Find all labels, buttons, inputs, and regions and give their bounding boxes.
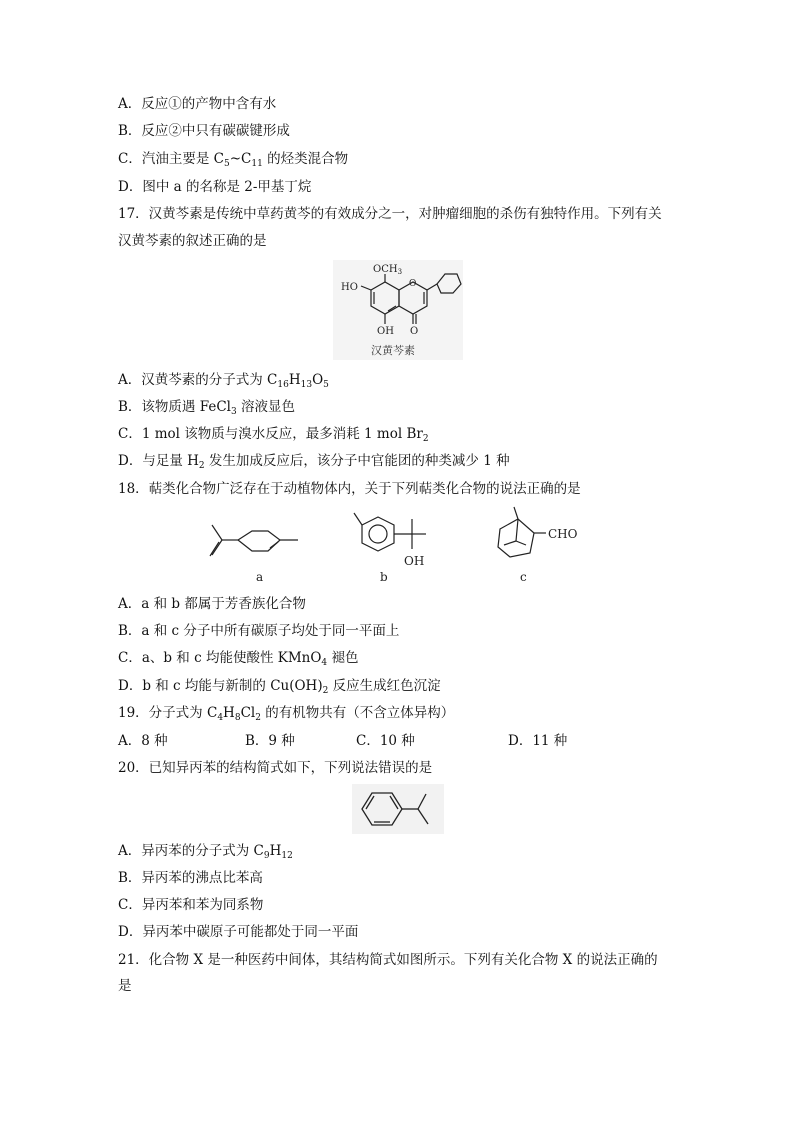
q16-option-a: A．反应①的产物中含有水 [118, 96, 277, 112]
q20-option-c: C．异丙苯和苯为同系物 [118, 897, 264, 913]
q19-option-c: C．10 种 [356, 733, 415, 749]
q19-stem-sub: 8 [234, 713, 241, 723]
q16-option-c-text: ~C [229, 151, 252, 167]
q17-option-a-text: H [288, 372, 301, 388]
q17-option-a-text: A．汉黄芩素的分子式为 C [118, 372, 278, 388]
compound-a-ring [238, 531, 280, 551]
q19-stem-text: H [223, 705, 235, 721]
compound-c-cho-label: CHO [548, 527, 578, 541]
q16-option-c-text: 的烃类混合物 [262, 151, 349, 167]
compound-c-bridge [516, 519, 518, 541]
q19-stem [118, 704, 454, 722]
q18-option-a: A．a 和 b 都属于芳香族化合物 [118, 596, 306, 612]
keto-oxygen-label: O [410, 326, 419, 337]
q20-option-a [118, 842, 293, 860]
q16-option-b: B．反应②中只有碳碳键形成 [118, 123, 290, 139]
compound-b-methyl [354, 513, 362, 525]
hydroxyl-label-bottom: OH [377, 326, 394, 337]
q17-option-d [118, 452, 510, 470]
compound-a-isopropenyl [212, 540, 222, 555]
q17-option-a [118, 371, 329, 389]
compound-a-double-bond [270, 542, 278, 548]
q17-option-d-sub: 2 [198, 461, 205, 471]
q17-option-d-text: 发生加成反应后，该分子中官能团的种类减少 1 种 [204, 453, 510, 469]
q19-option-b: B．9 种 [245, 733, 295, 749]
q16-option-c-text: C．汽油主要是 C [118, 151, 224, 167]
q18-option-b: B．a 和 c 分子中所有碳原子均处于同一平面上 [118, 623, 400, 639]
compound-a-isopropenyl [212, 525, 222, 540]
compound-c-label: c [520, 570, 527, 584]
q21-stem-line2: 是 [118, 978, 132, 994]
q17-option-c-sub: 2 [422, 434, 429, 444]
compound-b-oh-label: OH [404, 554, 425, 568]
q18-option-d-text: D．b 和 c 均能与新制的 Cu(OH) [118, 678, 323, 694]
q19-option-a: A．8 种 [118, 733, 168, 749]
q19-option-d: D．11 种 [508, 733, 568, 749]
q17-stem-line2: 汉黄芩素的叙述正确的是 [118, 233, 267, 249]
q18-option-d-text: 反应生成红色沉淀 [328, 678, 441, 694]
q19-stem-text: 的有机物共有（不含立体异构） [260, 705, 455, 721]
q19-stem-text: 19．分子式为 C [118, 705, 218, 721]
q17-stem-line1: 17．汉黄芩素是传统中草药黄芩的有效成分之一，对肿瘤细胞的杀伤有独特作用。下列有关 [118, 206, 662, 222]
q20-option-a-text: A．异丙苯的分子式为 C [118, 843, 264, 859]
q18-option-d-sub: 2 [322, 686, 329, 696]
q20-option-a-sub: 9 [263, 851, 270, 861]
q19-stem-text: Cl [240, 705, 256, 721]
wogonin-structure-svg [333, 260, 463, 360]
q17-option-a-sub: 16 [277, 380, 289, 390]
q17-option-b-text: 溶液显色 [236, 399, 296, 415]
q17-option-b [118, 398, 295, 416]
q20-option-b: B．异丙苯的沸点比苯高 [118, 870, 263, 886]
q17-option-a-sub: 5 [323, 380, 329, 390]
q16-option-c-sub: 5 [223, 159, 230, 169]
ring-oxygen-label: O [409, 279, 417, 289]
figure-caption: 汉黄芩素 [371, 344, 415, 357]
q17-option-c [118, 425, 429, 443]
compound-a-label: a [256, 570, 264, 584]
methoxy-label: $OCH_3$ [373, 264, 403, 276]
q18-structures-figure [200, 505, 600, 590]
q17-option-b-sub: 3 [230, 407, 237, 417]
q16-option-d: D．图中 a 的名称是 2-甲基丁烷 [118, 179, 312, 195]
q17-option-b-text: B．该物质遇 FeCl [118, 399, 231, 415]
q16-option-c-sub: 11 [251, 159, 263, 169]
compound-b-label: b [380, 570, 388, 584]
q20-option-a-text: H [269, 843, 282, 859]
q17-option-d-text: D．与足量 H [118, 453, 199, 469]
q21-stem-line1: 21．化合物 X 是一种医药中间体，其结构简式如图所示。下列有关化合物 X 的说法正确的 [118, 952, 658, 968]
q17-structure-figure [333, 260, 463, 360]
compound-b-aromatic-circle [369, 525, 387, 543]
q20-structure-figure [352, 784, 444, 834]
q16-option-c [118, 150, 348, 168]
q20-option-a-sub: 12 [281, 851, 293, 861]
q18-option-d [118, 677, 441, 695]
compound-c-bridge [504, 541, 516, 545]
q20-option-d: D．异丙苯中碳原子可能都处于同一平面 [118, 924, 359, 940]
q17-option-a-text: O [312, 372, 324, 388]
terpene-structures-svg [200, 505, 600, 590]
q19-stem-sub: 2 [255, 713, 261, 723]
compound-a-isopropenyl-double [210, 542, 219, 556]
q18-option-c [118, 649, 358, 667]
compound-c-methyl [514, 507, 518, 519]
q18-option-c-text: 褪色 [327, 650, 359, 666]
q18-option-c-sub: 4 [321, 658, 328, 668]
compound-b-ring [362, 517, 394, 551]
q20-stem: 20．已知异丙苯的结构简式如下，下列说法错误的是 [118, 760, 433, 776]
hydroxyl-label-left: HO [341, 282, 358, 293]
q18-option-c-text: C．a、b 和 c 均能使酸性 KMnO [118, 650, 322, 666]
q19-stem-sub: 4 [217, 713, 224, 723]
q18-stem: 18．萜类化合物广泛存在于动植物体内，关于下列萜类化合物的说法正确的是 [118, 481, 581, 497]
q17-option-a-sub: 13 [300, 380, 313, 390]
compound-c-bridge [516, 541, 526, 545]
cumene-structure-svg [352, 784, 444, 834]
q17-option-c-text: C．1 mol 该物质与溴水反应，最多消耗 1 mol Br [118, 426, 423, 442]
